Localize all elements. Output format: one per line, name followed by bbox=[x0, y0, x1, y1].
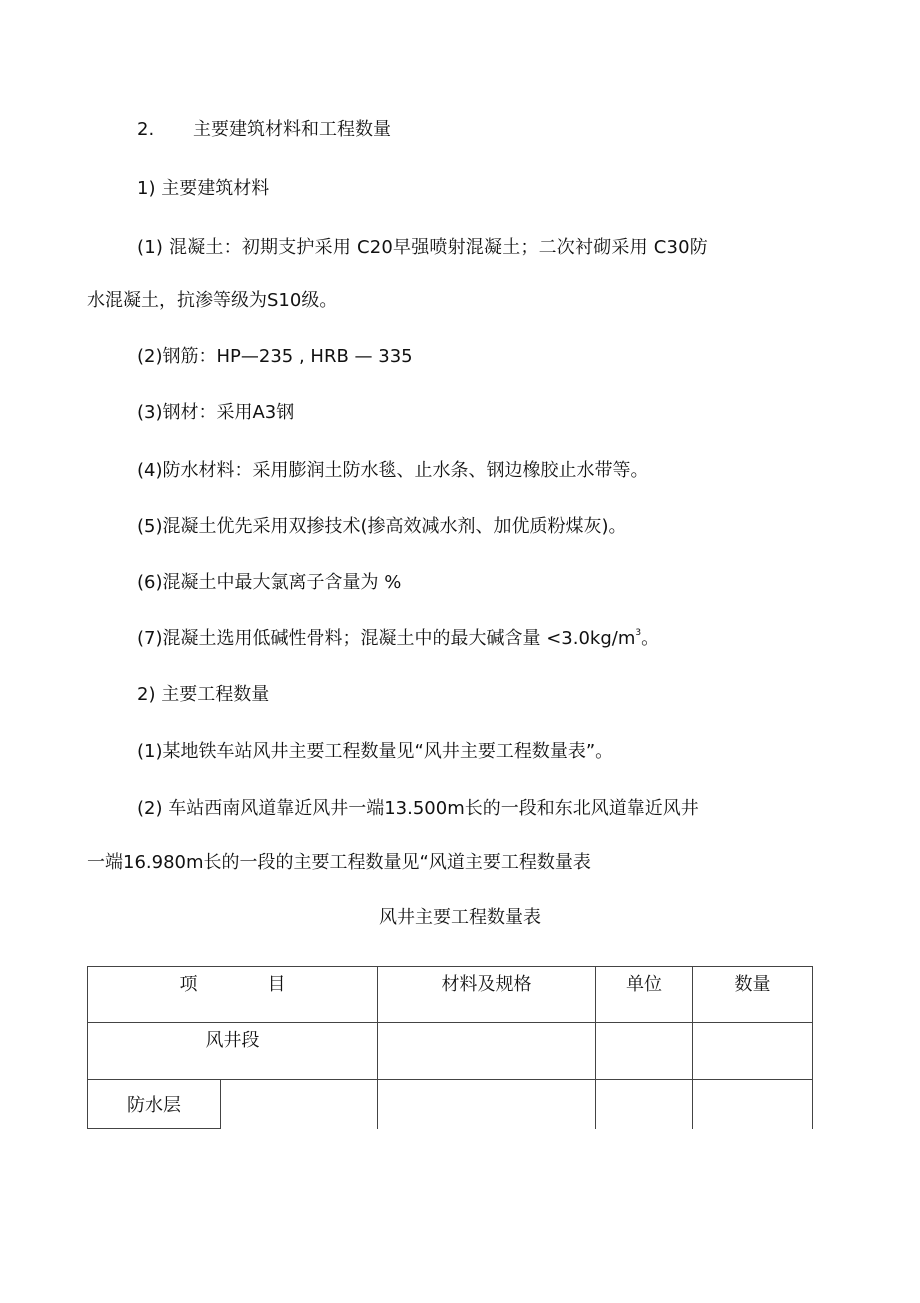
table-row bbox=[88, 1080, 813, 1129]
header-item-b: 目 bbox=[267, 974, 286, 995]
table-title: 风井主要工程数量表 bbox=[379, 907, 541, 928]
quantity-table bbox=[87, 966, 813, 1129]
row-unit bbox=[596, 1023, 693, 1080]
item-2: (2)钢筋：HP—235 , HRB — 335 bbox=[137, 346, 413, 367]
table-header-row bbox=[88, 967, 813, 1023]
section-heading-number: 2. bbox=[137, 119, 155, 140]
header-material: 材料及规格 bbox=[378, 967, 596, 1023]
header-item-a: 项 bbox=[179, 974, 198, 995]
item-1-line-2: 水混凝土，抗渗等级为S10级。 bbox=[87, 290, 338, 311]
subheading-materials: 1) 主要建筑材料 bbox=[137, 178, 270, 199]
item-7-superscript: 3 bbox=[635, 628, 642, 638]
item-5: (5)混凝土优先采用双掺技术(掺高效减水剂、加优质粉煤灰)。 bbox=[137, 516, 627, 537]
quantity-item-2-line-1: (2) 车站西南风道靠近风井一端13.500m长的一段和东北风道靠近风井 bbox=[137, 798, 699, 819]
item-7-text: (7)混凝土选用低碱性骨料；混凝土中的最大碱含量 <3.0kg/m bbox=[137, 628, 636, 649]
section-heading-text: 主要建筑材料和工程数量 bbox=[193, 119, 391, 140]
header-quantity: 数量 bbox=[693, 967, 813, 1023]
item-7-end: 。 bbox=[641, 628, 660, 649]
row-item-shaft-section: 风井段 bbox=[88, 1023, 378, 1080]
row-item-waterproof-layer: 防水层 bbox=[88, 1080, 221, 1129]
row-quantity bbox=[693, 1023, 813, 1080]
item-4: (4)防水材料：采用膨润土防水毯、止水条、钢边橡胶止水带等。 bbox=[137, 460, 649, 481]
row-sub-item bbox=[221, 1080, 378, 1129]
row-material bbox=[378, 1023, 596, 1080]
quantity-item-1: (1)某地铁车站风井主要工程数量见“风井主要工程数量表”。 bbox=[137, 741, 614, 762]
item-1-line-1: (1) 混凝土：初期支护采用 C20早强喷射混凝土；二次衬砌采用 C30防 bbox=[137, 237, 709, 258]
header-unit: 单位 bbox=[596, 967, 693, 1023]
row-material bbox=[378, 1080, 596, 1129]
table-row bbox=[88, 1023, 813, 1080]
row-quantity bbox=[693, 1080, 813, 1129]
item-7 bbox=[137, 627, 659, 651]
quantity-item-2-line-2: 一端16.980m长的一段的主要工程数量见“风道主要工程数量表 bbox=[87, 852, 591, 873]
item-3: (3)钢材：采用A3钢 bbox=[137, 402, 295, 423]
item-6: (6)混凝土中最大氯离子含量为 % bbox=[137, 572, 402, 593]
row-unit bbox=[596, 1080, 693, 1129]
subheading-quantities: 2) 主要工程数量 bbox=[137, 684, 270, 705]
header-item bbox=[88, 967, 378, 1023]
